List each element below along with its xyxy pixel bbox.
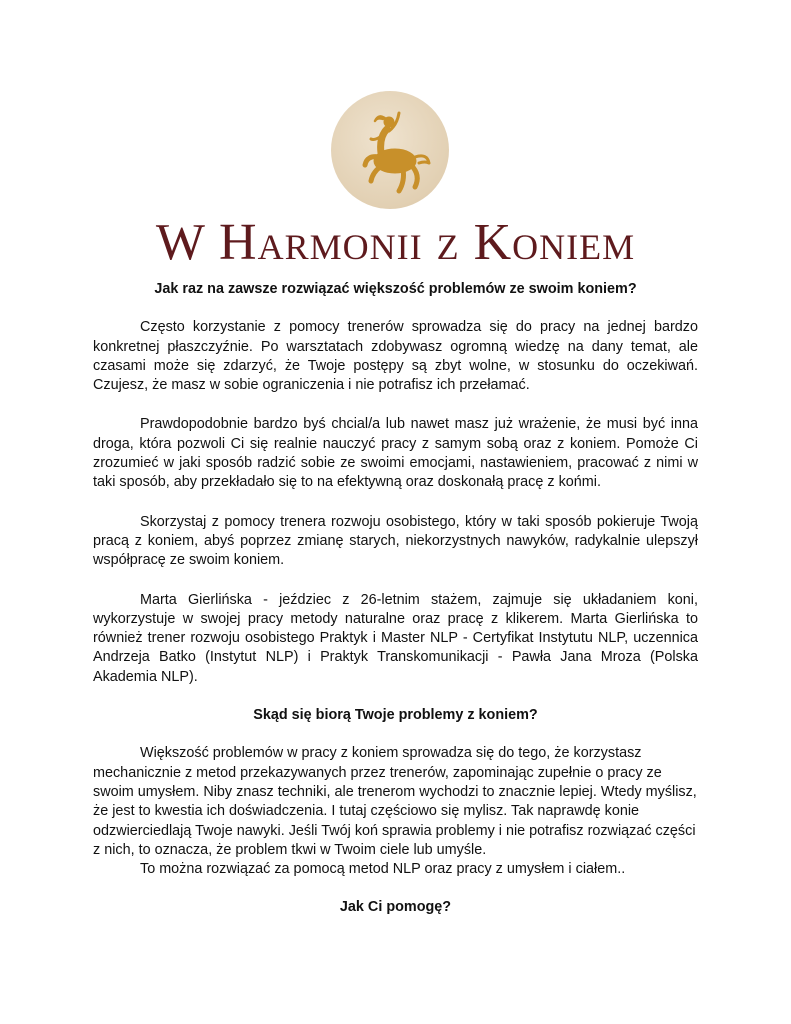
main-heading: Jak raz na zawsze rozwiązać większość problemów ze swoim koniem? xyxy=(154,281,637,297)
logo-emblem xyxy=(331,91,449,209)
paragraph-other-way: Prawdopodobnie bardzo byś chcial/a lub nawet masz już wrażenie, że musi być inna droga, która pozwoli Ci się realnie nauczyć pracy z samym sobą oraz z koniem. Pomoże Ci zrozumieć w jaki sposób radzić sobie ze swoimi emocjami, nastawieniem, pracować z nimi w taki sposób, aby przekładało się to na efektywną oraz doskonałą pracę z końmi. xyxy=(93,416,698,491)
help-heading: Jak Ci pomogę? xyxy=(339,899,452,916)
paragraph-marta: Marta Gierlińska - jeździec z 26-letnim stażem, zajmuje się układaniem koni, wykorzystuje w swojej pracy metody naturalne oraz pracę z klikerem. Marta Gierlińska to również trener rozwoju osobistego Praktyk i Master NLP - Certyfikat Instytutu NLP, uczennica Andrzeja Batko (Instytut NLP) i Praktyk Transkomunikacji - Pawła Jana Mroza (Polska Akademia NLP). xyxy=(93,591,698,685)
brand-title: W Harmonii z Koniem xyxy=(155,214,636,271)
centaur-icon xyxy=(331,91,449,209)
paragraph-trainer: Skorzystaj z pomocy trenera rozwoju osobistego, który w taki sposób pokieruje Twoją pracą z koniem, abyś poprzez zmianę starych, niekorzystnych nawyków, radykalnie ulepszył współpracę ze swoim koniem. xyxy=(93,513,698,569)
paragraph-problems: Większość problemów w pracy z koniem sprowadza się do tego, że korzystasz mechanicznie z metod przekazywanych przez trenerów, zapominając zupełnie o pracy ze swoim umysłem. Niby znasz techniki, ale trenerom wychodzi to znacznie lepiej. Wtedy myślisz, że jest to kwestia ich doświadczenia. I tutaj częściowo się mylisz. Tak naprawdę konie odzwierciedlają Twoje nawyki. Jeśli Twój koń sprawia problemy i nie potrafisz rozwiązać części z nich, to oznacza, że problem tkwi w Twoim ciele lub umyśle. xyxy=(93,745,697,858)
document-body xyxy=(93,280,698,918)
paragraph-nlp: To można rozwiązać za pomocą metod NLP oraz pracy z umysłem i ciałem.. xyxy=(140,861,626,878)
problems-heading: Skąd się biorą Twoje problemy z koniem? xyxy=(253,707,538,724)
paragraph-intro: Często korzystanie z pomocy trenerów sprowadza się do pracy na jednej bardzo konkretnej płaszczyźnie. Po warsztatach zdobywasz ogromną wiedzę na dany temat, ale czasami może się zdarzyć, że Twoje postępy są zbyt wolne, w stosunku do oczekiwań. Czujesz, że masz w sobie ograniczenia i nie potrafisz ich przełamać. xyxy=(93,319,698,394)
